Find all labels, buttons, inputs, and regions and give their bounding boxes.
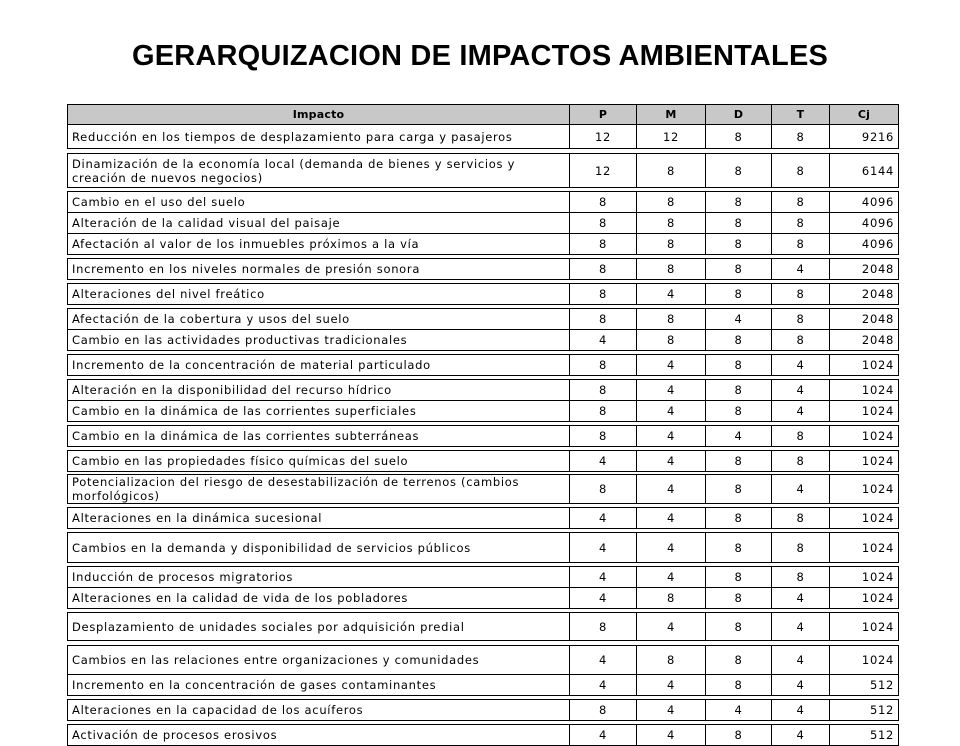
cell-d: 8 (706, 646, 772, 675)
table-row (68, 125, 899, 149)
cell-impacto: Cambios en las relaciones entre organizaciones y comunidades (68, 646, 570, 675)
cell-d: 8 (706, 588, 772, 609)
cell-cj: 2048 (830, 309, 899, 330)
cell-t: 4 (772, 646, 830, 675)
cell-p: 4 (570, 330, 637, 351)
cell-m: 4 (637, 675, 706, 696)
cell-p: 8 (570, 213, 637, 234)
cell-impacto: Incremento en los niveles normales de presión sonora (68, 259, 570, 280)
cell-p: 8 (570, 284, 637, 305)
table-header-row (68, 105, 899, 125)
cell-p: 8 (570, 355, 637, 376)
cell-d: 8 (706, 234, 772, 255)
cell-m: 4 (637, 284, 706, 305)
cell-cj: 4096 (830, 192, 899, 213)
cell-cj: 1024 (830, 451, 899, 472)
cell-p: 4 (570, 646, 637, 675)
cell-p: 12 (570, 125, 637, 149)
cell-t: 4 (772, 613, 830, 641)
cell-t: 8 (772, 234, 830, 255)
cell-p: 8 (570, 700, 637, 721)
cell-impacto: Desplazamiento de unidades sociales por adquisición predial (68, 613, 570, 641)
table-row (68, 330, 899, 351)
cell-cj: 4096 (830, 234, 899, 255)
cell-p: 8 (570, 380, 637, 401)
cell-m: 4 (637, 380, 706, 401)
cell-impacto: Cambio en la dinámica de las corrientes subterráneas (68, 426, 570, 447)
cell-cj: 1024 (830, 588, 899, 609)
table-row (68, 588, 899, 609)
cell-cj: 1024 (830, 475, 899, 504)
cell-t: 8 (772, 192, 830, 213)
cell-d: 8 (706, 380, 772, 401)
cell-p: 4 (570, 675, 637, 696)
cell-impacto: Afectación al valor de los inmuebles próximos a la vía (68, 234, 570, 255)
cell-cj: 2048 (830, 259, 899, 280)
cell-cj: 1024 (830, 355, 899, 376)
cell-m: 4 (637, 451, 706, 472)
cell-d: 8 (706, 725, 772, 746)
cell-p: 12 (570, 154, 637, 188)
cell-d: 8 (706, 567, 772, 588)
cell-p: 4 (570, 725, 637, 746)
cell-cj: 1024 (830, 426, 899, 447)
cell-m: 8 (637, 259, 706, 280)
cell-m: 8 (637, 154, 706, 188)
cell-t: 8 (772, 533, 830, 563)
cell-d: 8 (706, 475, 772, 504)
table-row (68, 646, 899, 675)
cell-d: 4 (706, 700, 772, 721)
cell-p: 8 (570, 401, 637, 422)
cell-impacto: Cambio en las propiedades físico químicas del suelo (68, 451, 570, 472)
cell-d: 8 (706, 355, 772, 376)
cell-d: 8 (706, 675, 772, 696)
cell-t: 4 (772, 259, 830, 280)
cell-cj: 512 (830, 725, 899, 746)
cell-t: 4 (772, 380, 830, 401)
cell-d: 8 (706, 125, 772, 149)
cell-p: 8 (570, 309, 637, 330)
cell-m: 4 (637, 725, 706, 746)
cell-impacto: Potencializacion del riesgo de desestabilización de terrenos (cambios morfológicos) (68, 475, 570, 504)
column-header-impacto: Impacto (68, 105, 570, 125)
cell-t: 8 (772, 125, 830, 149)
cell-impacto: Alteraciones en la calidad de vida de los pobladores (68, 588, 570, 609)
cell-p: 4 (570, 533, 637, 563)
cell-t: 4 (772, 401, 830, 422)
table-row (68, 284, 899, 305)
cell-d: 8 (706, 613, 772, 641)
cell-m: 8 (637, 234, 706, 255)
cell-p: 8 (570, 426, 637, 447)
table-row (68, 613, 899, 641)
cell-m: 4 (637, 613, 706, 641)
cell-impacto: Dinamización de la economía local (demanda de bienes y servicios y creación de nuevos negocios) (68, 154, 570, 188)
table-row (68, 154, 899, 188)
cell-m: 8 (637, 330, 706, 351)
cell-m: 4 (637, 508, 706, 529)
table-row (68, 725, 899, 746)
cell-t: 8 (772, 284, 830, 305)
cell-d: 4 (706, 309, 772, 330)
table-row (68, 309, 899, 330)
cell-t: 4 (772, 588, 830, 609)
table-row (68, 533, 899, 563)
cell-cj: 9216 (830, 125, 899, 149)
cell-impacto: Cambio en el uso del suelo (68, 192, 570, 213)
cell-m: 4 (637, 700, 706, 721)
cell-t: 4 (772, 725, 830, 746)
cell-m: 8 (637, 309, 706, 330)
table-row (68, 675, 899, 696)
cell-p: 8 (570, 259, 637, 280)
cell-p: 8 (570, 613, 637, 641)
cell-m: 8 (637, 192, 706, 213)
cell-cj: 4096 (830, 213, 899, 234)
table-row (68, 355, 899, 376)
table-row (68, 426, 899, 447)
cell-impacto: Incremento de la concentración de material particulado (68, 355, 570, 376)
cell-m: 4 (637, 401, 706, 422)
cell-d: 8 (706, 533, 772, 563)
cell-d: 8 (706, 508, 772, 529)
impact-ranking-table (67, 104, 899, 746)
cell-m: 4 (637, 426, 706, 447)
cell-impacto: Cambio en las actividades productivas tradicionales (68, 330, 570, 351)
cell-impacto: Alteraciones en la dinámica sucesional (68, 508, 570, 529)
cell-m: 12 (637, 125, 706, 149)
cell-p: 8 (570, 192, 637, 213)
cell-cj: 1024 (830, 567, 899, 588)
column-header-t: T (772, 105, 830, 125)
cell-cj: 1024 (830, 613, 899, 641)
cell-impacto: Cambios en la demanda y disponibilidad de servicios públicos (68, 533, 570, 563)
table-row (68, 192, 899, 213)
cell-cj: 1024 (830, 646, 899, 675)
cell-impacto: Cambio en la dinámica de las corrientes superficiales (68, 401, 570, 422)
cell-t: 4 (772, 700, 830, 721)
cell-impacto: Incremento en la concentración de gases contaminantes (68, 675, 570, 696)
cell-cj: 1024 (830, 508, 899, 529)
table-row (68, 234, 899, 255)
cell-t: 8 (772, 330, 830, 351)
column-header-p: P (570, 105, 637, 125)
cell-d: 8 (706, 284, 772, 305)
table-body (68, 125, 899, 746)
column-header-m: M (637, 105, 706, 125)
cell-m: 4 (637, 355, 706, 376)
table-row (68, 213, 899, 234)
cell-t: 8 (772, 567, 830, 588)
cell-p: 8 (570, 475, 637, 504)
cell-t: 8 (772, 154, 830, 188)
cell-impacto: Alteraciones del nivel freático (68, 284, 570, 305)
cell-t: 4 (772, 355, 830, 376)
cell-cj: 6144 (830, 154, 899, 188)
cell-cj: 2048 (830, 330, 899, 351)
cell-m: 8 (637, 646, 706, 675)
column-header-d: D (706, 105, 772, 125)
cell-d: 8 (706, 330, 772, 351)
table-row (68, 475, 899, 504)
page-title: GERARQUIZACION DE IMPACTOS AMBIENTALES (131, 40, 829, 72)
cell-impacto: Activación de procesos erosivos (68, 725, 570, 746)
cell-t: 4 (772, 675, 830, 696)
table-row (68, 380, 899, 401)
cell-impacto: Afectación de la cobertura y usos del suelo (68, 309, 570, 330)
table-row (68, 508, 899, 529)
cell-t: 4 (772, 475, 830, 504)
cell-cj: 512 (830, 675, 899, 696)
cell-t: 8 (772, 309, 830, 330)
cell-t: 8 (772, 451, 830, 472)
cell-cj: 1024 (830, 533, 899, 563)
cell-m: 8 (637, 588, 706, 609)
table-row (68, 700, 899, 721)
cell-impacto: Alteraciones en la capacidad de los acuíferos (68, 700, 570, 721)
cell-cj: 1024 (830, 380, 899, 401)
cell-t: 8 (772, 213, 830, 234)
cell-m: 4 (637, 567, 706, 588)
cell-p: 4 (570, 588, 637, 609)
table-row (68, 567, 899, 588)
cell-m: 8 (637, 213, 706, 234)
table-row (68, 401, 899, 422)
cell-d: 8 (706, 213, 772, 234)
cell-p: 8 (570, 234, 637, 255)
cell-impacto: Alteración de la calidad visual del paisaje (68, 213, 570, 234)
cell-cj: 2048 (830, 284, 899, 305)
cell-impacto: Alteración en la disponibilidad del recurso hídrico (68, 380, 570, 401)
cell-p: 4 (570, 508, 637, 529)
cell-impacto: Inducción de procesos migratorios (68, 567, 570, 588)
table-row (68, 259, 899, 280)
cell-cj: 1024 (830, 401, 899, 422)
cell-d: 8 (706, 401, 772, 422)
table-row (68, 451, 899, 472)
cell-p: 4 (570, 567, 637, 588)
cell-d: 8 (706, 451, 772, 472)
column-header-cj: Cj (830, 105, 899, 125)
cell-impacto: Reducción en los tiempos de desplazamiento para carga y pasajeros (68, 125, 570, 149)
cell-t: 8 (772, 508, 830, 529)
cell-m: 4 (637, 475, 706, 504)
cell-d: 8 (706, 154, 772, 188)
cell-t: 8 (772, 426, 830, 447)
cell-p: 4 (570, 451, 637, 472)
cell-cj: 512 (830, 700, 899, 721)
cell-d: 4 (706, 426, 772, 447)
cell-d: 8 (706, 192, 772, 213)
cell-m: 4 (637, 533, 706, 563)
cell-d: 8 (706, 259, 772, 280)
